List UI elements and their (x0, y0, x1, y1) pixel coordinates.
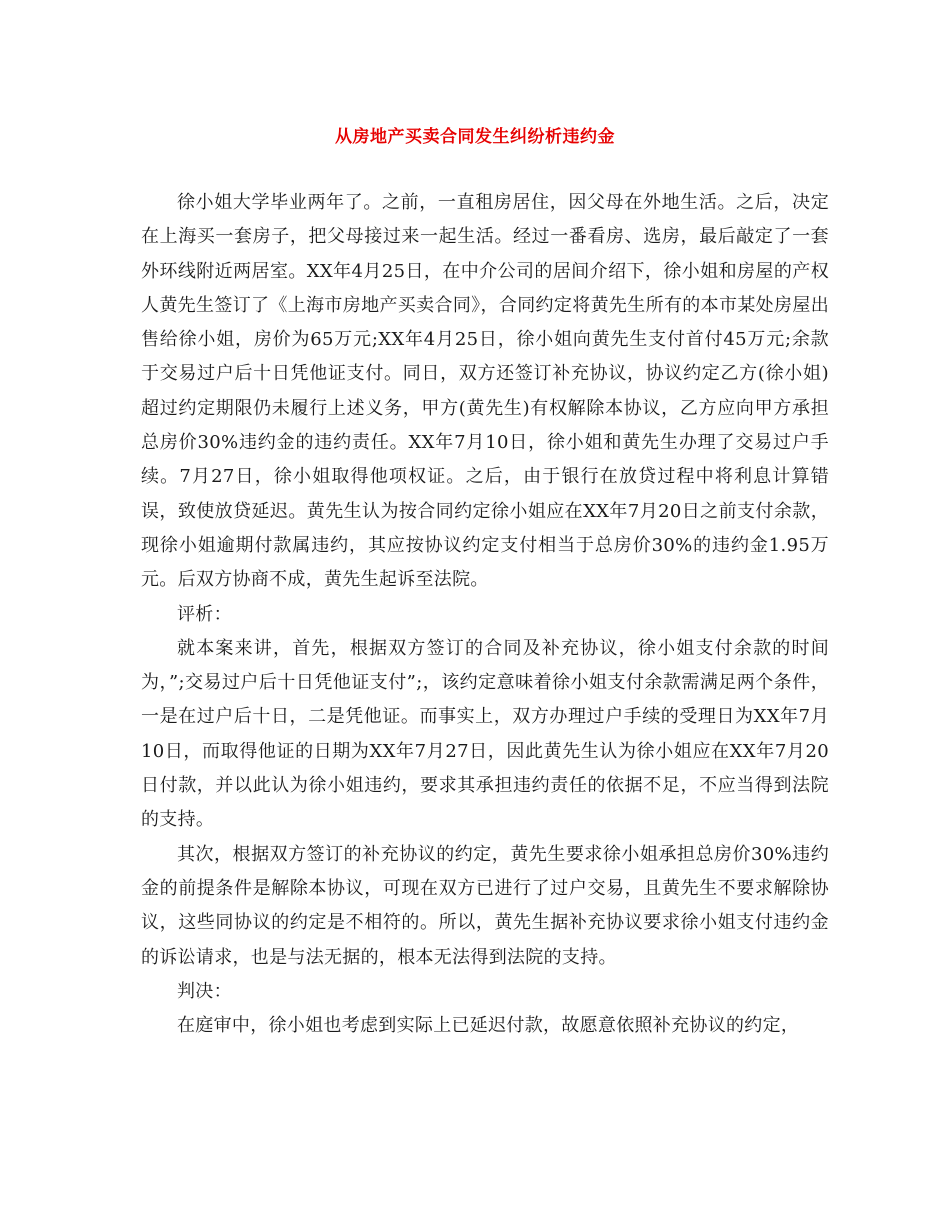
paragraph-analysis-second: 其次，根据双方签订的补充协议的约定，黄先生要求徐小姐承担总房价30%违约金的前提条件是解除本协议，可现在双方已进行了过户交易，且黄先生不要求解除协议，这些同协议的约定是不相符的。所以，黄先生据补充协议要求徐小姐支付违约金的诉讼请求，也是与法无据的，根本无法得到法院的支持。 (141, 843, 829, 968)
paragraph-judgment-heading: 判决： (177, 980, 232, 1002)
paragraph-analysis-heading: 评析： (177, 603, 232, 625)
paragraph-case-facts: 徐小姐大学毕业两年了。之前，一直租房居住，因父母在外地生活。之后，决定在上海买一套房子，把父母接过来一起生活。经过一番看房、选房，最后敲定了一套外环线附近两居室。XX年4月25日，在中介公司的居间介绍下，徐小姐和房屋的产权人黄先生签订了《上海市房地产买卖合同》，合同约定将黄先生所有的本市某处房屋出售给徐小姐，房价为65万元;XX年4月25日，徐小姐向黄先生支付首付45万元;余款于交易过户后十日凭他证支付。同日，双方还签订补充协议，协议约定乙方(徐小姐)超过约定期限仍未履行上述义务，甲方(黄先生)有权解除本协议，乙方应向甲方承担总房价30%违约金的违约责任。XX年7月10日，徐小姐和黄先生办理了交易过户手续。7月27日，徐小姐取得他项权证。之后，由于银行在放贷过程中将利息计算错误，致使放贷延迟。黄先生认为按合同约定徐小姐应在XX年7月20日之前支付余款，现徐小姐逾期付款属违约，其应按协议约定支付相当于总房价30%的违约金1.95万元。后双方协商不成，黄先生起诉至法院。 (141, 192, 829, 591)
document-body (141, 186, 829, 1043)
paragraph-judgment-text: 在庭审中，徐小姐也考虑到实际上已延迟付款，故愿意依照补充协议的约定， (177, 1015, 800, 1037)
paragraph-analysis-first: 就本案来讲，首先，根据双方签订的合同及补充协议，徐小姐支付余款的时间为，”;交易过户后十日凭他证支付”;，该约定意味着徐小姐支付余款需满足两个条件，一是在过户后十日，二是凭他证。而事实上，双方办理过户手续的受理日为XX年7月10日，而取得他证的日期为XX年7月27日，因此黄先生认为徐小姐应在XX年7月20日付款，并以此认为徐小姐违约，要求其承担违约责任的依据不足，不应当得到法院的支持。 (141, 637, 829, 831)
document-title: 从房地产买卖合同发生纠纷析违约金 (335, 127, 615, 147)
